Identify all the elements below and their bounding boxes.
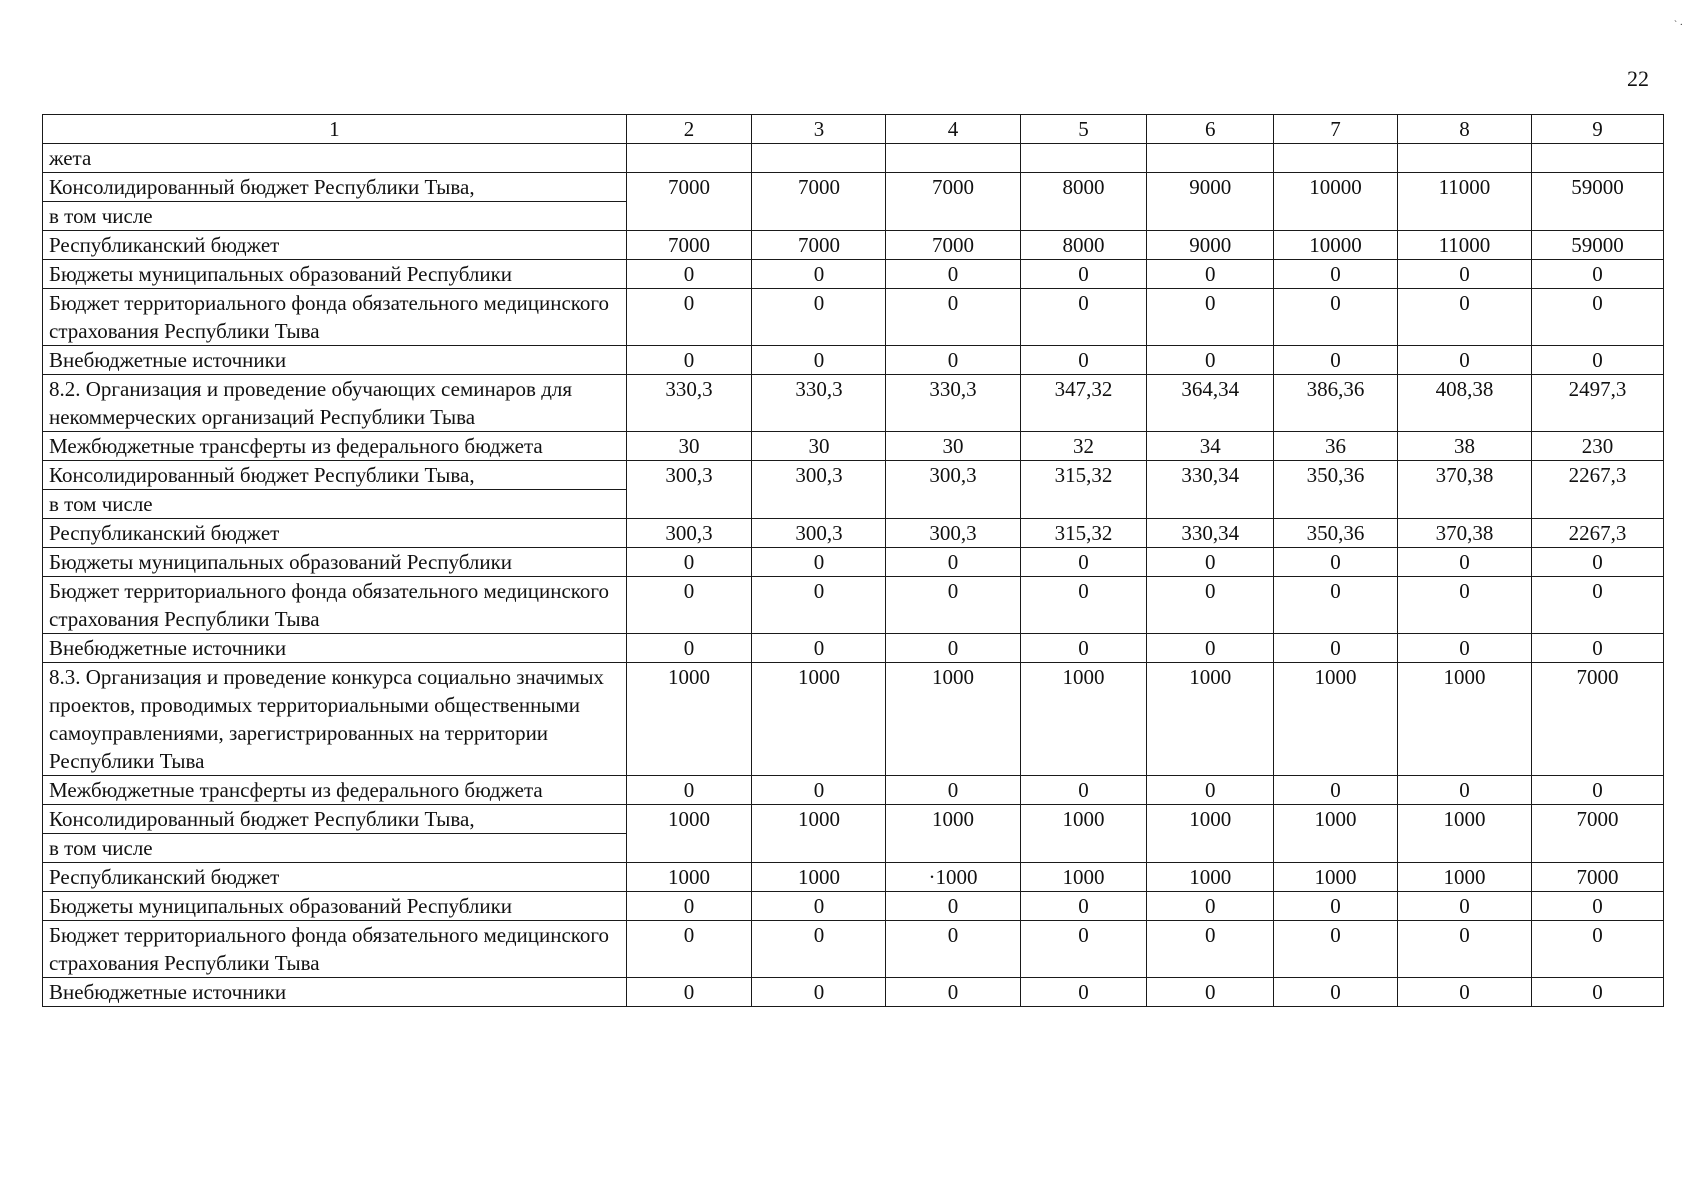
- value-cell-col-3: 7000: [752, 173, 886, 231]
- value-cell-col-2: 0: [626, 776, 752, 805]
- value-cell-col-2: 330,3: [626, 375, 752, 432]
- row-label-cell: [43, 863, 627, 892]
- value-cell-col-6: 0: [1147, 776, 1274, 805]
- row-label: Внебюджетные источники: [49, 636, 287, 660]
- table-row: [43, 978, 1664, 1007]
- value-cell-col-5: 1000: [1020, 663, 1147, 776]
- value-cell-col-3: 0: [752, 260, 886, 289]
- column-header-6: 6: [1147, 115, 1274, 144]
- row-label: Консолидированный бюджет Республики Тыва,: [49, 463, 475, 487]
- value-cell-col-3: 1000: [752, 805, 886, 863]
- table-row: [43, 231, 1664, 260]
- value-cell-col-7: 0: [1274, 978, 1398, 1007]
- row-sublabel: в том числе: [43, 833, 626, 862]
- value-cell-col-9: [1531, 144, 1663, 173]
- value-cell-col-7: 36: [1274, 432, 1398, 461]
- value-cell-col-2: 300,3: [626, 461, 752, 519]
- table-row: [43, 346, 1664, 375]
- value-cell-col-3: 0: [752, 577, 886, 634]
- value-cell-col-6: [1147, 144, 1274, 173]
- value-cell-col-6: 34: [1147, 432, 1274, 461]
- value-cell-col-4: 0: [886, 634, 1020, 663]
- table-row: [43, 144, 1664, 173]
- value-cell-col-3: 0: [752, 548, 886, 577]
- row-label: Внебюджетные источники: [49, 980, 287, 1004]
- table-row: [43, 663, 1664, 776]
- table-row: [43, 805, 1664, 863]
- value-cell-col-5: 8000: [1020, 231, 1147, 260]
- row-label-cell: [43, 289, 627, 346]
- column-header-1: 1: [43, 115, 627, 144]
- value-cell-col-4: 0: [886, 346, 1020, 375]
- row-label-cell: [43, 921, 627, 978]
- value-cell-col-5: 0: [1020, 776, 1147, 805]
- table-row: [43, 863, 1664, 892]
- value-cell-col-4: 0: [886, 548, 1020, 577]
- value-cell-col-6: 1000: [1147, 805, 1274, 863]
- value-cell-col-6: 9000: [1147, 173, 1274, 231]
- row-label-cell: [43, 548, 627, 577]
- row-label: Бюджет территориального фонда обязательного медицинского страхования Республики Тыва: [49, 291, 610, 343]
- scan-corner-mark: ` ·: [1673, 20, 1683, 31]
- value-cell-col-6: 330,34: [1147, 461, 1274, 519]
- value-cell-col-5: 315,32: [1020, 461, 1147, 519]
- value-cell-col-9: 0: [1531, 289, 1663, 346]
- row-label-cell: [43, 805, 627, 863]
- value-cell-col-3: 30: [752, 432, 886, 461]
- value-cell-col-7: 0: [1274, 634, 1398, 663]
- value-cell-col-6: 0: [1147, 921, 1274, 978]
- value-cell-col-4: 0: [886, 776, 1020, 805]
- value-cell-col-4: 300,3: [886, 461, 1020, 519]
- table-row: [43, 519, 1664, 548]
- value-cell-col-6: 0: [1147, 548, 1274, 577]
- row-label: Республиканский бюджет: [49, 521, 280, 545]
- value-cell-col-6: 0: [1147, 346, 1274, 375]
- column-header-4: 4: [886, 115, 1020, 144]
- value-cell-col-9: 0: [1531, 577, 1663, 634]
- value-cell-col-6: 0: [1147, 260, 1274, 289]
- value-cell-col-2: 0: [626, 577, 752, 634]
- value-cell-col-8: 11000: [1397, 173, 1531, 231]
- value-cell-col-9: 0: [1531, 548, 1663, 577]
- value-cell-col-7: 0: [1274, 577, 1398, 634]
- value-cell-col-4: 1000: [886, 805, 1020, 863]
- value-cell-col-6: 1000: [1147, 863, 1274, 892]
- column-header-9: 9: [1531, 115, 1663, 144]
- value-cell-col-8: 0: [1397, 548, 1531, 577]
- value-cell-col-8: 0: [1397, 260, 1531, 289]
- page-number: 22: [1627, 66, 1649, 91]
- value-cell-col-7: 10000: [1274, 173, 1398, 231]
- value-cell-col-8: 0: [1397, 346, 1531, 375]
- value-cell-col-2: 0: [626, 921, 752, 978]
- value-cell-col-6: 364,34: [1147, 375, 1274, 432]
- value-cell-col-7: 10000: [1274, 231, 1398, 260]
- value-cell-col-3: [752, 144, 886, 173]
- value-cell-col-4: 7000: [886, 231, 1020, 260]
- value-cell-col-2: 0: [626, 289, 752, 346]
- value-cell-col-2: 1000: [626, 663, 752, 776]
- value-cell-col-7: 1000: [1274, 863, 1398, 892]
- value-cell-col-3: 330,3: [752, 375, 886, 432]
- value-cell-col-5: 315,32: [1020, 519, 1147, 548]
- value-cell-col-6: 0: [1147, 892, 1274, 921]
- value-cell-col-6: 0: [1147, 289, 1274, 346]
- row-sublabel: в том числе: [43, 489, 626, 518]
- value-cell-col-5: 1000: [1020, 863, 1147, 892]
- row-label: Межбюджетные трансферты из федерального бюджета: [49, 434, 543, 458]
- value-cell-col-6: 1000: [1147, 663, 1274, 776]
- value-cell-col-4: 1000: [886, 663, 1020, 776]
- value-cell-col-8: 0: [1397, 289, 1531, 346]
- value-cell-col-9: 7000: [1531, 805, 1663, 863]
- row-label: Республиканский бюджет: [49, 233, 280, 257]
- value-cell-col-9: 0: [1531, 634, 1663, 663]
- column-header-5: 5: [1020, 115, 1147, 144]
- value-cell-col-9: 0: [1531, 892, 1663, 921]
- value-cell-col-8: 0: [1397, 634, 1531, 663]
- value-cell-col-2: 0: [626, 892, 752, 921]
- value-cell-col-5: 0: [1020, 346, 1147, 375]
- value-cell-col-2: 1000: [626, 863, 752, 892]
- value-cell-col-7: 0: [1274, 260, 1398, 289]
- row-label-cell: [43, 144, 627, 173]
- value-cell-col-8: 1000: [1397, 805, 1531, 863]
- row-label-cell: [43, 260, 627, 289]
- value-cell-col-4: 330,3: [886, 375, 1020, 432]
- column-header-8: 8: [1397, 115, 1531, 144]
- value-cell-col-8: 0: [1397, 776, 1531, 805]
- value-cell-col-2: 300,3: [626, 519, 752, 548]
- table-row: [43, 432, 1664, 461]
- value-cell-col-4: 0: [886, 921, 1020, 978]
- table-row: [43, 548, 1664, 577]
- table-row: [43, 634, 1664, 663]
- value-cell-col-8: 1000: [1397, 863, 1531, 892]
- row-label: 8.2. Организация и проведение обучающих семинаров для некоммерческих организаций Республики Тыва: [49, 377, 573, 429]
- value-cell-col-5: 0: [1020, 577, 1147, 634]
- value-cell-col-3: 300,3: [752, 519, 886, 548]
- value-cell-col-2: 0: [626, 346, 752, 375]
- column-header-7: 7: [1274, 115, 1398, 144]
- row-label: Межбюджетные трансферты из федерального бюджета: [49, 778, 543, 802]
- value-cell-col-7: 0: [1274, 346, 1398, 375]
- value-cell-col-6: 0: [1147, 978, 1274, 1007]
- row-label: Республиканский бюджет: [49, 865, 280, 889]
- value-cell-col-9: 59000: [1531, 173, 1663, 231]
- table-row: [43, 260, 1664, 289]
- row-label: Бюджет территориального фонда обязательного медицинского страхования Республики Тыва: [49, 579, 610, 631]
- value-cell-col-3: 1000: [752, 663, 886, 776]
- row-label: Консолидированный бюджет Республики Тыва,: [49, 175, 475, 199]
- value-cell-col-2: 0: [626, 548, 752, 577]
- row-label-cell: [43, 577, 627, 634]
- value-cell-col-9: 2267,3: [1531, 519, 1663, 548]
- value-cell-col-8: 0: [1397, 978, 1531, 1007]
- value-cell-col-4: 7000: [886, 173, 1020, 231]
- value-cell-col-5: 0: [1020, 978, 1147, 1007]
- row-label: жета: [49, 146, 92, 170]
- row-label: Бюджеты муниципальных образований Республики: [49, 262, 513, 286]
- table-body: [43, 115, 1664, 1007]
- value-cell-col-8: 370,38: [1397, 519, 1531, 548]
- value-cell-col-7: 0: [1274, 548, 1398, 577]
- value-cell-col-7: 350,36: [1274, 519, 1398, 548]
- value-cell-col-2: 0: [626, 978, 752, 1007]
- value-cell-col-4: ·1000: [886, 863, 1020, 892]
- value-cell-col-8: 408,38: [1397, 375, 1531, 432]
- value-cell-col-8: [1397, 144, 1531, 173]
- row-label-cell: [43, 634, 627, 663]
- value-cell-col-6: 9000: [1147, 231, 1274, 260]
- row-label: Консолидированный бюджет Республики Тыва,: [49, 807, 475, 831]
- value-cell-col-3: 0: [752, 776, 886, 805]
- value-cell-col-2: 0: [626, 634, 752, 663]
- value-cell-col-7: 350,36: [1274, 461, 1398, 519]
- value-cell-col-7: 1000: [1274, 805, 1398, 863]
- value-cell-col-6: 330,34: [1147, 519, 1274, 548]
- column-header-3: 3: [752, 115, 886, 144]
- value-cell-col-4: 0: [886, 260, 1020, 289]
- value-cell-col-4: 30: [886, 432, 1020, 461]
- row-label-cell: [43, 346, 627, 375]
- value-cell-col-7: 1000: [1274, 663, 1398, 776]
- row-label: Бюджет территориального фонда обязательного медицинского страхования Республики Тыва: [49, 923, 610, 975]
- value-cell-col-9: 0: [1531, 978, 1663, 1007]
- value-cell-col-3: 7000: [752, 231, 886, 260]
- value-cell-col-3: 0: [752, 346, 886, 375]
- value-cell-col-4: [886, 144, 1020, 173]
- value-cell-col-7: 0: [1274, 892, 1398, 921]
- row-label: Внебюджетные источники: [49, 348, 287, 372]
- value-cell-col-4: 0: [886, 978, 1020, 1007]
- value-cell-col-3: 300,3: [752, 461, 886, 519]
- value-cell-col-2: [626, 144, 752, 173]
- table-row: [43, 921, 1664, 978]
- value-cell-col-9: 2497,3: [1531, 375, 1663, 432]
- value-cell-col-9: 59000: [1531, 231, 1663, 260]
- row-label-cell: [43, 892, 627, 921]
- value-cell-col-5: 0: [1020, 289, 1147, 346]
- value-cell-col-3: 0: [752, 892, 886, 921]
- value-cell-col-2: 7000: [626, 173, 752, 231]
- value-cell-col-5: 32: [1020, 432, 1147, 461]
- value-cell-col-4: 0: [886, 577, 1020, 634]
- budget-table: [42, 114, 1664, 1007]
- row-label-cell: [43, 173, 627, 231]
- row-label-cell: [43, 461, 627, 519]
- value-cell-col-7: 0: [1274, 776, 1398, 805]
- value-cell-col-5: 8000: [1020, 173, 1147, 231]
- value-cell-col-3: 1000: [752, 863, 886, 892]
- value-cell-col-2: 0: [626, 260, 752, 289]
- row-label-cell: [43, 663, 627, 776]
- row-label: Бюджеты муниципальных образований Республики: [49, 894, 513, 918]
- value-cell-col-9: 7000: [1531, 863, 1663, 892]
- value-cell-col-5: 1000: [1020, 805, 1147, 863]
- row-label-cell: [43, 978, 627, 1007]
- table-row: [43, 289, 1664, 346]
- value-cell-col-7: 0: [1274, 289, 1398, 346]
- value-cell-col-5: 0: [1020, 892, 1147, 921]
- table-row: [43, 375, 1664, 432]
- value-cell-col-8: 370,38: [1397, 461, 1531, 519]
- value-cell-col-9: 0: [1531, 346, 1663, 375]
- value-cell-col-8: 1000: [1397, 663, 1531, 776]
- value-cell-col-9: 0: [1531, 921, 1663, 978]
- value-cell-col-2: 7000: [626, 231, 752, 260]
- header-row: [43, 115, 1664, 144]
- row-sublabel: в том числе: [43, 201, 626, 230]
- value-cell-col-7: 0: [1274, 921, 1398, 978]
- value-cell-col-5: [1020, 144, 1147, 173]
- column-header-2: 2: [626, 115, 752, 144]
- table-row: [43, 173, 1664, 231]
- value-cell-col-9: 2267,3: [1531, 461, 1663, 519]
- row-label-cell: [43, 776, 627, 805]
- value-cell-col-9: 7000: [1531, 663, 1663, 776]
- value-cell-col-5: 0: [1020, 634, 1147, 663]
- value-cell-col-2: 1000: [626, 805, 752, 863]
- row-label-cell: [43, 519, 627, 548]
- value-cell-col-8: 0: [1397, 892, 1531, 921]
- row-label: Бюджеты муниципальных образований Республики: [49, 550, 513, 574]
- value-cell-col-6: 0: [1147, 577, 1274, 634]
- value-cell-col-8: 0: [1397, 921, 1531, 978]
- value-cell-col-4: 0: [886, 892, 1020, 921]
- value-cell-col-3: 0: [752, 289, 886, 346]
- value-cell-col-5: 347,32: [1020, 375, 1147, 432]
- value-cell-col-6: 0: [1147, 634, 1274, 663]
- value-cell-col-5: 0: [1020, 548, 1147, 577]
- table-row: [43, 776, 1664, 805]
- value-cell-col-3: 0: [752, 921, 886, 978]
- value-cell-col-9: 0: [1531, 260, 1663, 289]
- value-cell-col-4: 300,3: [886, 519, 1020, 548]
- value-cell-col-2: 30: [626, 432, 752, 461]
- value-cell-col-9: 0: [1531, 776, 1663, 805]
- row-label-cell: [43, 231, 627, 260]
- value-cell-col-8: 38: [1397, 432, 1531, 461]
- value-cell-col-8: 0: [1397, 577, 1531, 634]
- value-cell-col-8: 11000: [1397, 231, 1531, 260]
- value-cell-col-7: 386,36: [1274, 375, 1398, 432]
- value-cell-col-4: 0: [886, 289, 1020, 346]
- value-cell-col-5: 0: [1020, 260, 1147, 289]
- table-row: [43, 577, 1664, 634]
- value-cell-col-5: 0: [1020, 921, 1147, 978]
- row-label-cell: [43, 375, 627, 432]
- row-label: 8.3. Организация и проведение конкурса социально значимых проектов, проводимых территориальными общественными самоуправлениями, зарегистрированных на территории Республики Тыва: [49, 665, 604, 773]
- value-cell-col-9: 230: [1531, 432, 1663, 461]
- value-cell-col-3: 0: [752, 978, 886, 1007]
- value-cell-col-7: [1274, 144, 1398, 173]
- table-row: [43, 892, 1664, 921]
- row-label-cell: [43, 432, 627, 461]
- value-cell-col-3: 0: [752, 634, 886, 663]
- table-row: [43, 461, 1664, 519]
